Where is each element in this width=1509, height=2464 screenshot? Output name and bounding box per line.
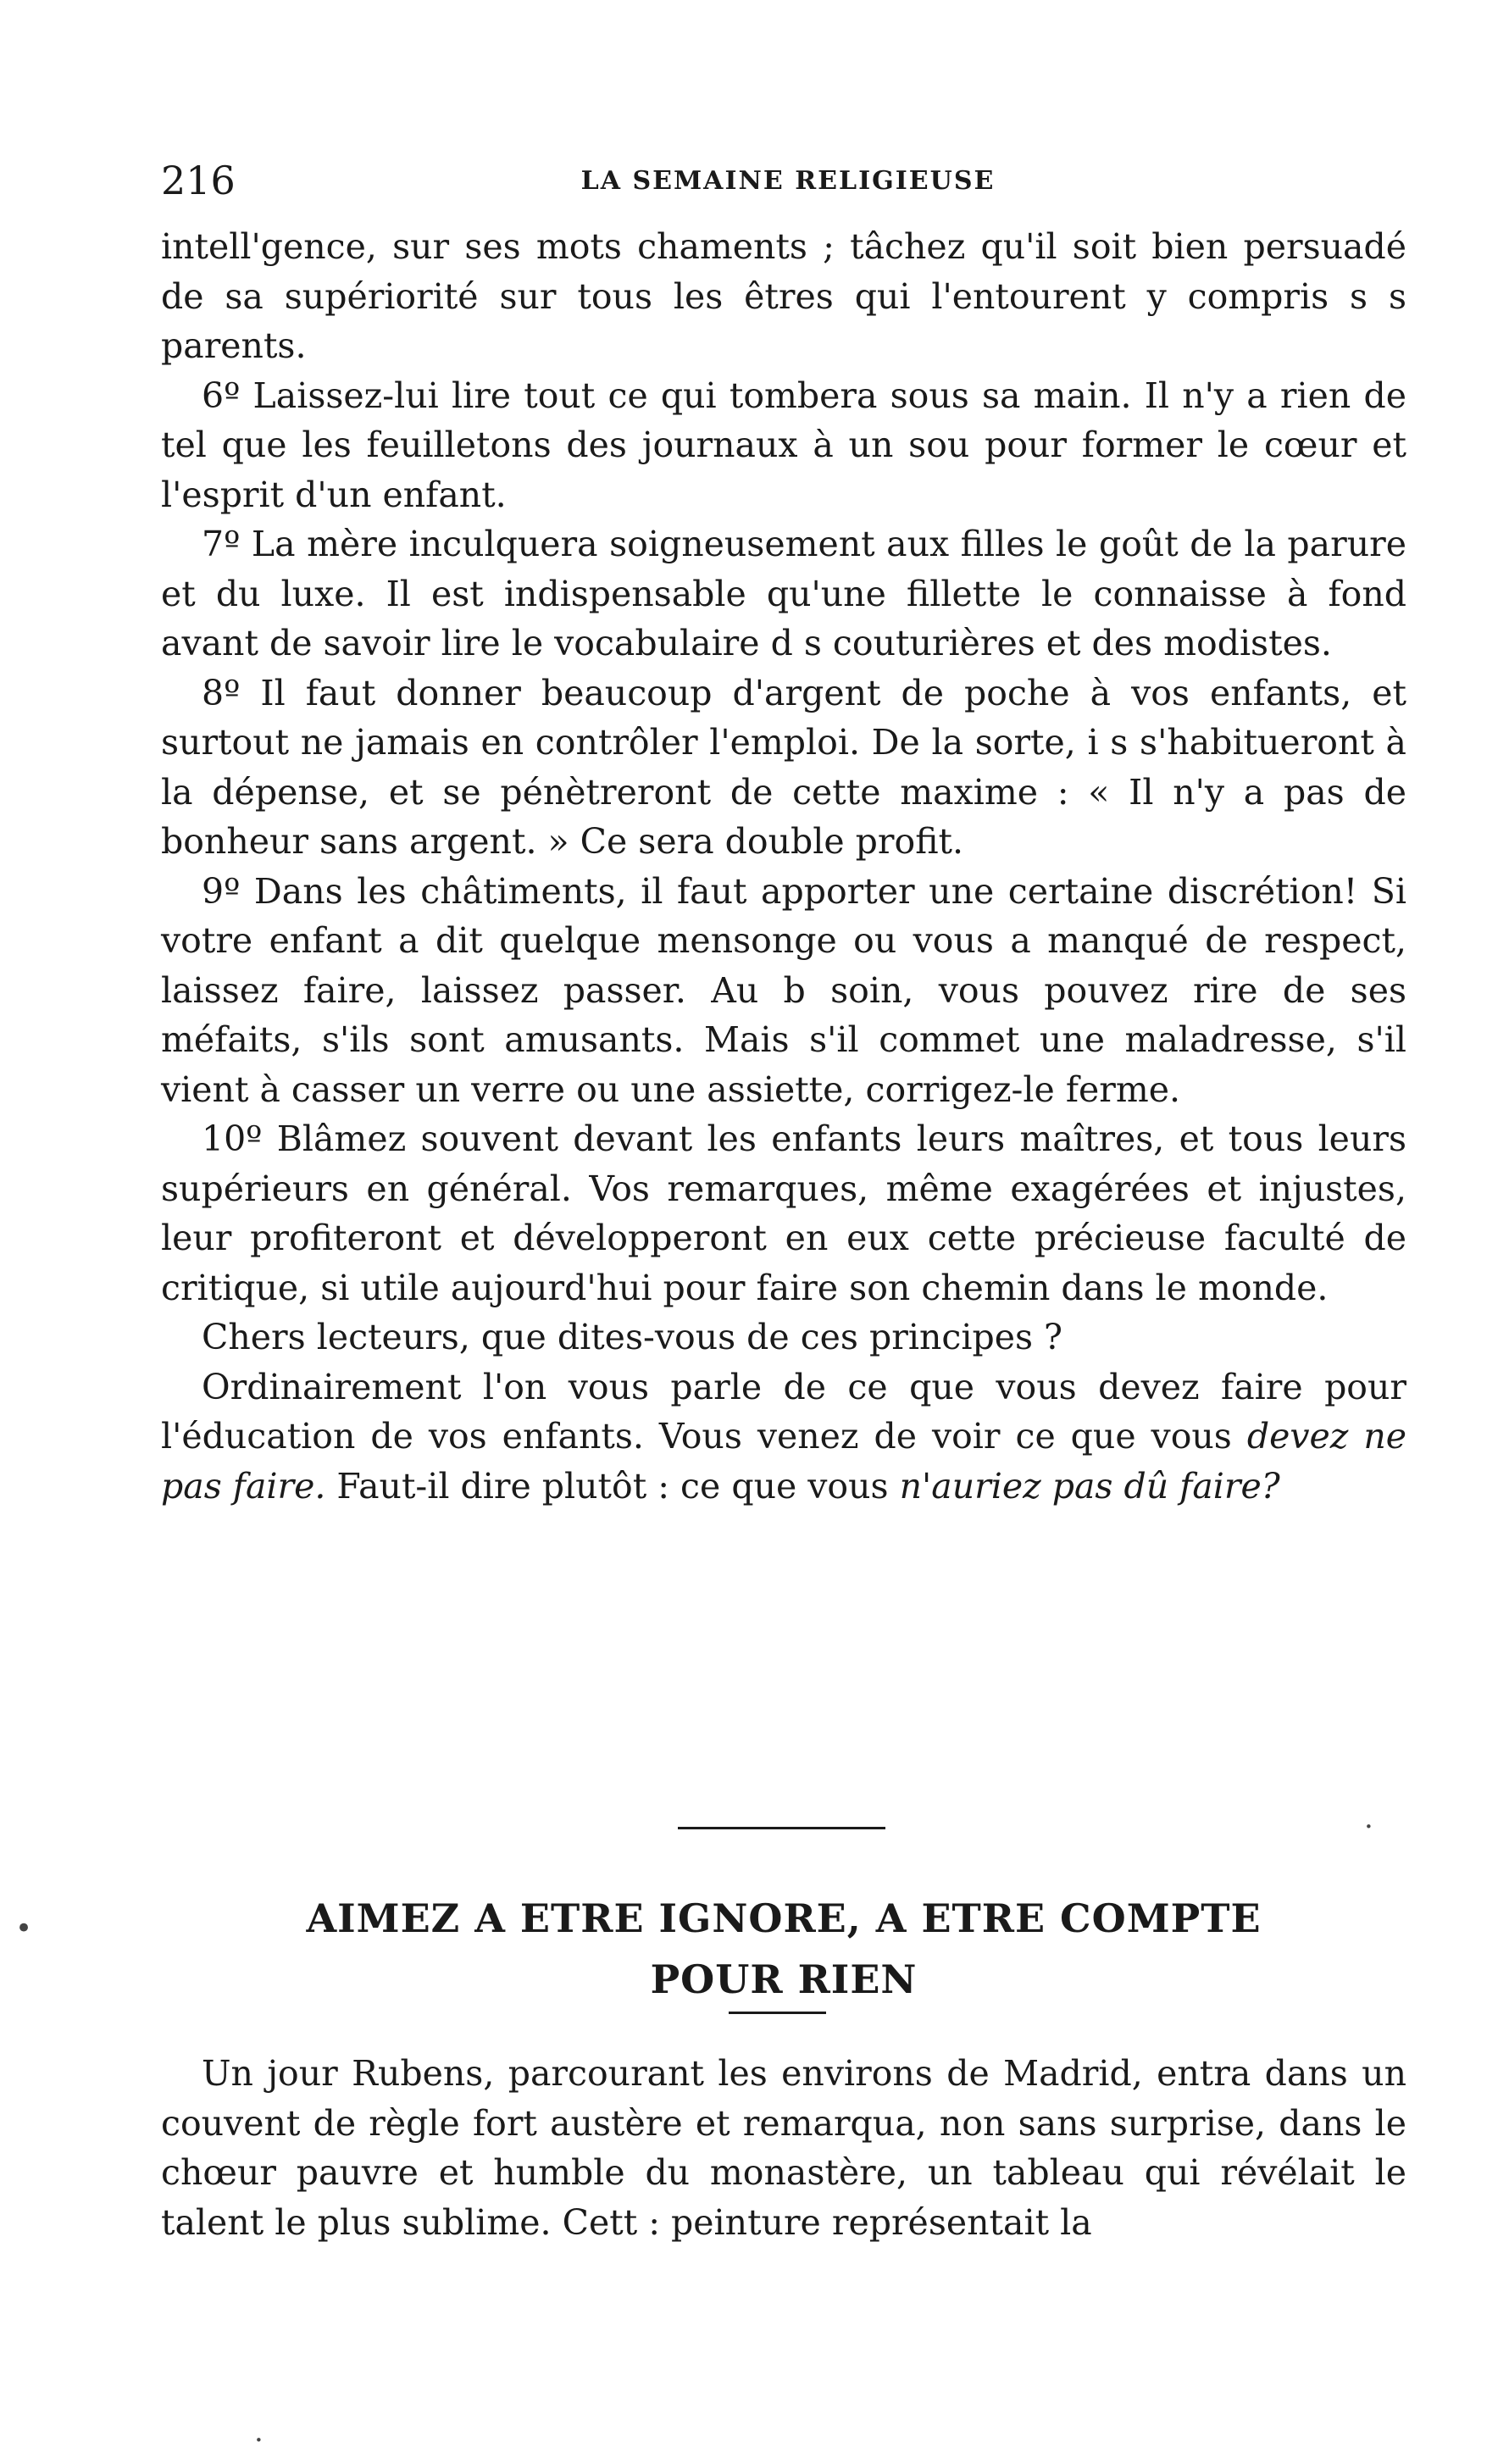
main-text [161,222,1406,1511]
closing-text-2: Faut-il dire plutôt : ce que vous [325,1465,900,1507]
article-first-paragraph: Un jour Rubens, parcourant les environs de Madrid, entra dans un couvent de règle fort austère et remarqua, non sans surprise, dans le chœur pauvre et humble du monastère, un tableau qui révélait le talent le plus sublime. Cett : peinture représentait la [161,2053,1406,2243]
running-title: LA SEMAINE RELIGIEUSE [580,166,996,196]
paragraph-rule-8: 8º Il faut donner beaucoup d'argent de poche à vos enfants, et surtout ne jamais en contrôler l'emploi. De la sorte, i s s'habitueront à la dépense, et se pénètreront de cette maxime : « Il n'y a pas de bonheur sans argent. » Ce sera double profit. [161,672,1406,862]
article-body [161,2049,1406,2247]
closing-text-1: Ordinairement l'on vous parle de ce que vous devez faire pour l'éducation de vos enfants. Vous venez de voir ce que vous [161,1366,1406,1457]
section-divider [678,1827,885,1829]
title-underline [729,2012,826,2014]
article-title-line-2: POUR RIEN [650,1956,918,2002]
article-title-line-1: AIMEZ A ETRE IGNORE, A ETRE COMPTE [306,1895,1262,1941]
paragraph-rule-9: 9º Dans les châtiments, il faut apporter une certaine discrétion! Si votre enfant a dit quelque mensonge ou vous a manqué de respect, laissez faire, laissez passer. Au b soin, vous pouvez rire de ses méfaits, s'ils sont amusants. Mais s'il commet une maladresse, s'il vient à casser un verre ou une assiette, corrigez-le ferme. [161,870,1406,1110]
page-number: 216 [161,158,236,203]
paragraph-rule-6: 6º Laissez-lui lire tout ce qui tombera sous sa main. Il n'y a rien de tel que les feuilletons des journaux à un sou pour former le cœur et l'esprit d'un enfant. [161,375,1406,515]
closing-emphasis-1: devez ne pas faire. [161,1416,1406,1507]
print-speck: • [15,1912,33,1945]
print-speck: · [1364,1810,1373,1844]
paragraph-rule-10: 10º Blâmez souvent devant les enfants leurs maîtres, et tous leurs supérieurs en général. Vos remarques, même exagérées et injustes, leur profiteront et développeront en eux cette précieuse faculté de critique, si utile aujourd'hui pour faire son chemin dans le monde. [161,1118,1406,1308]
paragraph-closing [161,1362,1406,1512]
paragraph-continued: intell'gence, sur ses mots chaments ; tâchez qu'il soit bien persuadé de sa supériorité sur tous les êtres qui l'entourent y compris s s parents. [161,226,1406,366]
closing-emphasis-2: n'auriez pas dû faire? [899,1465,1280,1507]
paragraph-rule-7: 7º La mère inculquera soigneusement aux filles le goût de la parure et du luxe. Il est indispensable qu'une fillette le connaisse à fond avant de savoir lire le vocabulaire d s couturières et des modistes. [161,524,1406,663]
page-header [161,158,1415,208]
print-speck: · [254,2423,264,2457]
paragraph-question: Chers lecteurs, que dites-vous de ces principes ? [202,1317,1063,1357]
article-title [161,1888,1406,2010]
